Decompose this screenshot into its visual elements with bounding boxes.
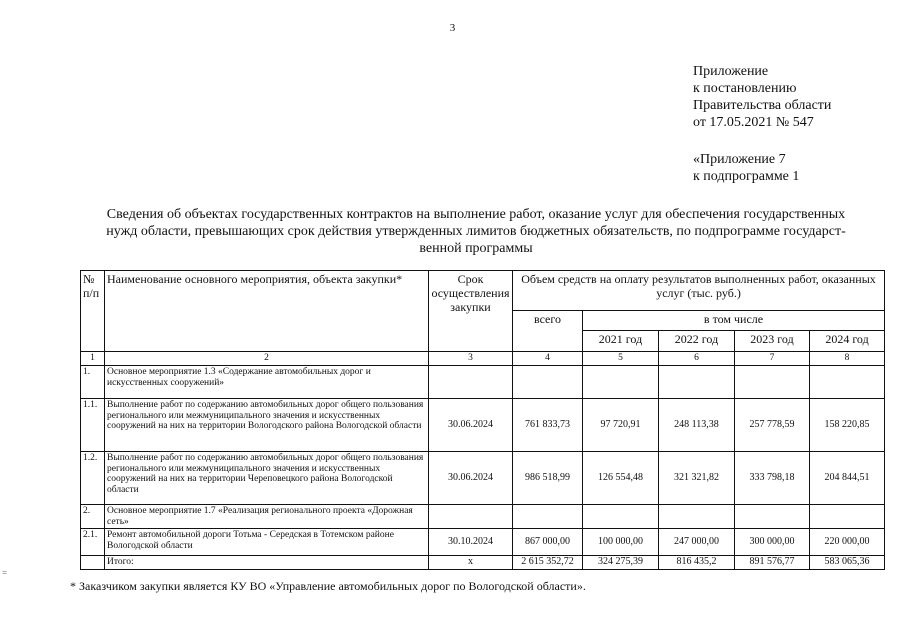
appendix-line: от 17.05.2021 № 547 [693,115,814,130]
col-number: 8 [810,352,885,366]
row-2022: 248 113,38 [659,399,735,452]
title-line: Сведения об объектах государственных контрактов на выполнение работ, оказание услуг для обеспечения государственных [106,207,846,222]
row-name: Основное мероприятие 1.3 «Содержание автомобильных дорог и искусственных сооружений» [105,366,429,399]
row-2021: 126 554,48 [583,452,659,505]
appendix-subheader [693,151,799,185]
row-term: 30.10.2024 [429,529,513,556]
row-num: 1. [81,366,105,399]
header-total: всего [513,311,583,352]
col-number: 7 [735,352,810,366]
row-total: 986 518,99 [513,452,583,505]
row-name: Основное мероприятие 1.7 «Реализация регионального проекта «Дорожная сеть» [105,505,429,529]
header-year-2024: 2024 год [810,331,885,352]
header-volume: Объем средств на оплату результатов выполненных работ, оказанных услуг (тыс. руб.) [513,271,885,311]
row-2021: 100 000,00 [583,529,659,556]
col-number: 5 [583,352,659,366]
contracts-table [80,270,885,570]
table-row-total [81,556,885,570]
margin-mark: = [2,568,8,578]
header-year-2023: 2023 год [735,331,810,352]
row-2022 [659,366,735,399]
row-2023 [735,505,810,529]
appendix-line: к постановлению [693,81,797,96]
row-total: 2 615 352,72 [513,556,583,570]
appendix-header [693,63,831,131]
table-row [81,452,885,505]
appendix-line: «Приложение 7 [693,152,786,167]
appendix-line: Правительства области [693,98,832,113]
row-2023: 891 576,77 [735,556,810,570]
title-line: нужд области, превышающих срок действия утвержденных лимитов бюджетных обязательств, по подпрограмме государст- [106,224,846,239]
appendix-line: Приложение [693,64,769,79]
row-2022: 321 321,82 [659,452,735,505]
row-2024: 583 065,36 [810,556,885,570]
row-2022: 816 435,2 [659,556,735,570]
header-including: в том числе [583,311,885,331]
row-2021 [583,505,659,529]
header-name: Наименование основного мероприятия, объекта закупки* [105,271,429,352]
row-num: 2. [81,505,105,529]
row-num: 1.1. [81,399,105,452]
row-name: Выполнение работ по содержанию автомобильных дорог общего пользования регионального или межмуниципального значения и искусственных сооружений на них на территории Череповецкого района Вологодской области [105,452,429,505]
row-2021: 97 720,91 [583,399,659,452]
row-name: Итого: [105,556,429,570]
row-2021 [583,366,659,399]
document-title [70,206,882,257]
row-name: Ремонт автомобильной дороги Тотьма - Середская в Тотемском районе Вологодской области [105,529,429,556]
row-2024: 220 000,00 [810,529,885,556]
row-2021: 324 275,39 [583,556,659,570]
row-2023: 300 000,00 [735,529,810,556]
col-number: 6 [659,352,735,366]
col-number: 2 [105,352,429,366]
col-number: 4 [513,352,583,366]
row-2024 [810,366,885,399]
row-2024 [810,505,885,529]
page-number: 3 [449,22,456,34]
col-number: 1 [81,352,105,366]
col-number: 3 [429,352,513,366]
row-num: 1.2. [81,452,105,505]
row-num: 2.1. [81,529,105,556]
row-term: 30.06.2024 [429,399,513,452]
row-term [429,366,513,399]
footnote: * Заказчиком закупки является КУ ВО «Управление автомобильных дорог по Вологодской области». [70,579,586,593]
row-2024: 204 844,51 [810,452,885,505]
row-2022 [659,505,735,529]
title-line: венной программы [419,241,533,256]
row-2022: 247 000,00 [659,529,735,556]
table-row [81,399,885,452]
row-total: 761 833,73 [513,399,583,452]
header-term: Срок осуществления закупки [429,271,513,352]
table-row [81,366,885,399]
row-term: х [429,556,513,570]
row-num [81,556,105,570]
row-2023: 257 778,59 [735,399,810,452]
row-2023: 333 798,18 [735,452,810,505]
row-2024: 158 220,85 [810,399,885,452]
row-total [513,366,583,399]
row-total: 867 000,00 [513,529,583,556]
row-name: Выполнение работ по содержанию автомобильных дорог общего пользования регионального или межмуниципального значения и искусственных сооружений на них на территории Вологодского района Вологодской области [105,399,429,452]
appendix-line: к подпрограмме 1 [693,169,800,184]
header-year-2021: 2021 год [583,331,659,352]
table-row [81,505,885,529]
table-row [81,529,885,556]
header-num: № п/п [81,271,105,352]
row-term: 30.06.2024 [429,452,513,505]
row-2023 [735,366,810,399]
row-total [513,505,583,529]
row-term [429,505,513,529]
header-year-2022: 2022 год [659,331,735,352]
